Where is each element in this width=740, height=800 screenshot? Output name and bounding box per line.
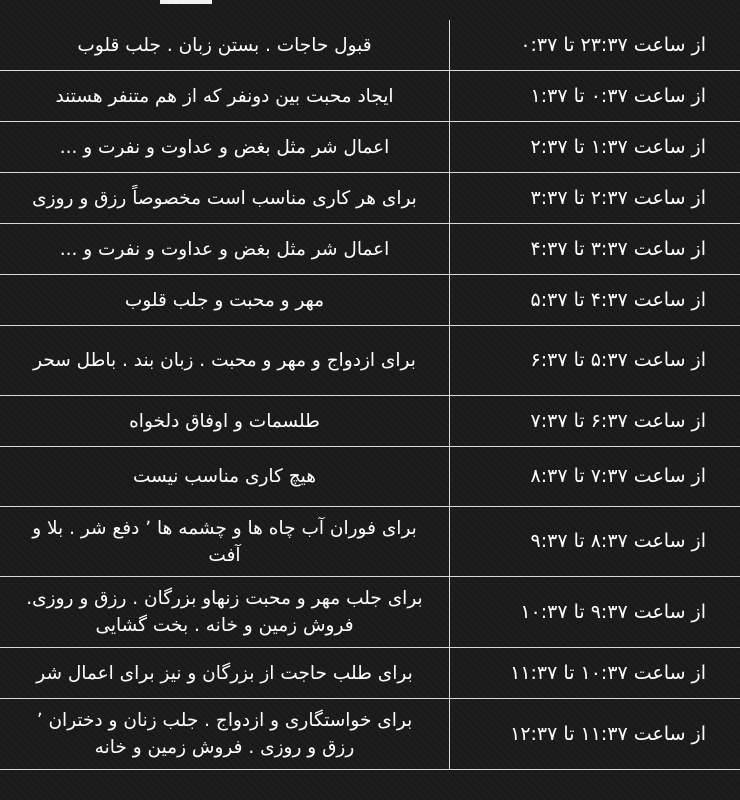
row-description: قبول حاجات . بستن زبان . جلب قلوب [0,20,450,71]
row-description: اعمال شر مثل بغض و عداوت و نفرت و ... [0,122,450,173]
top-edge-marker [160,0,212,4]
row-time-range: از ساعت ۱:۳۷ تا ۲:۳۷ [450,122,740,173]
row-description: برای فوران آب چاه ها و چشمه ها ٬ دفع شر . بلا و آفت [0,507,450,577]
row-description: برای هر کاری مناسب است مخصوصاً رزق و روزی [0,173,450,224]
row-description: برای خواستگاری و ازدواج . جلب زنان و دختران ٬ رزق و روزی . فروش زمین و خانه [0,699,450,770]
row-time-range: از ساعت ۱۱:۳۷ تا ۱۲:۳۷ [450,699,740,770]
row-description: برای جلب مهر و محبت زنهاو بزرگان . رزق و روزی. فروش زمین و خانه . بخت گشایی [0,577,450,648]
row-description: هیچ کاری مناسب نیست [0,447,450,507]
row-description: برای طلب حاجت از بزرگان و نیز برای اعمال شر [0,648,450,699]
row-time-range: از ساعت ۲۳:۳۷ تا ۰:۳۷ [450,20,740,71]
row-description: طلسمات و اوفاق دلخواه [0,396,450,447]
row-time-range: از ساعت ۹:۳۷ تا ۱۰:۳۷ [450,577,740,648]
row-time-range: از ساعت ۵:۳۷ تا ۶:۳۷ [450,326,740,396]
row-time-range: از ساعت ۴:۳۷ تا ۵:۳۷ [450,275,740,326]
row-description: ایجاد محبت بین دونفر که از هم متنفر هستند [0,71,450,122]
row-time-range: از ساعت ۶:۳۷ تا ۷:۳۷ [450,396,740,447]
row-time-range: از ساعت ۱۰:۳۷ تا ۱۱:۳۷ [450,648,740,699]
row-time-range: از ساعت ۰:۳۷ تا ۱:۳۷ [450,71,740,122]
row-time-range: از ساعت ۲:۳۷ تا ۳:۳۷ [450,173,740,224]
row-description: اعمال شر مثل بغض و عداوت و نفرت و ... [0,224,450,275]
row-time-range: از ساعت ۷:۳۷ تا ۸:۳۷ [450,447,740,507]
row-description: مهر و محبت و جلب قلوب [0,275,450,326]
row-time-range: از ساعت ۳:۳۷ تا ۴:۳۷ [450,224,740,275]
hours-table [0,20,740,770]
row-time-range: از ساعت ۸:۳۷ تا ۹:۳۷ [450,507,740,577]
row-description: برای ازدواج و مهر و محبت . زبان بند . باطل سحر [0,326,450,396]
